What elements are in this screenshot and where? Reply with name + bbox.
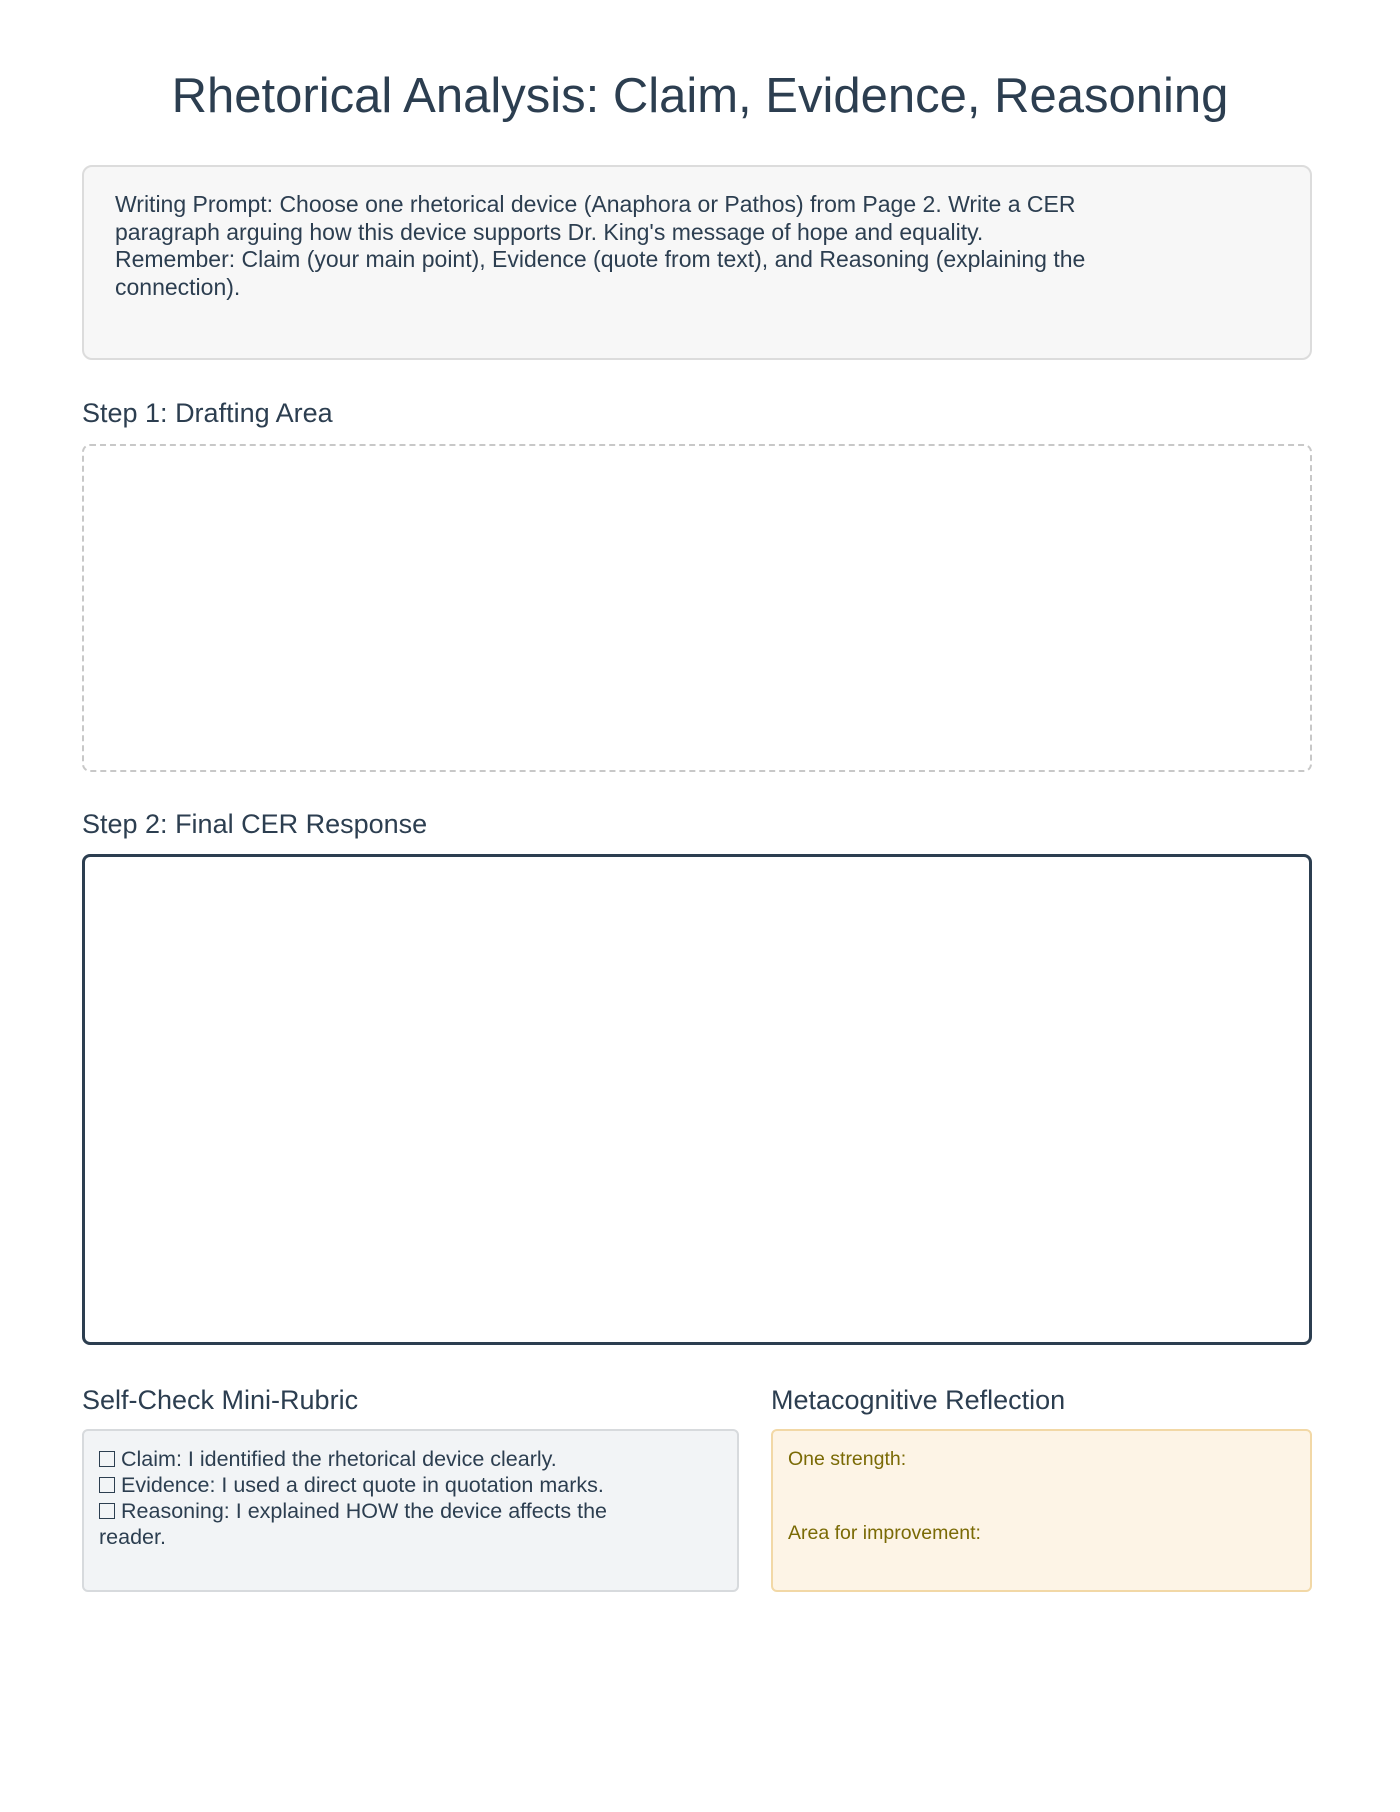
writing-prompt-line: Writing Prompt: Choose one rhetorical device (Anaphora or Pathos) from Page 2. Write a CER paragraph arguing how this device supports Dr. King's message of hope and equality. (115, 191, 1076, 245)
rubric-heading: Self-Check Mini-Rubric (82, 1385, 359, 1415)
rubric-box (82, 1429, 739, 1592)
rubric-item-reasoning-label: Reasoning: I explained HOW the device affects the reader. (99, 1499, 608, 1549)
final-response-input[interactable] (85, 857, 1309, 1342)
reflection-box[interactable] (771, 1429, 1312, 1592)
strength-label: One strength: (788, 1448, 907, 1470)
step1-heading: Step 1: Drafting Area (82, 398, 333, 428)
step2-heading: Step 2: Final CER Response (82, 809, 428, 839)
rubric-item-evidence-label: Evidence: I used a direct quote in quotation marks. (121, 1473, 604, 1497)
claim-checkbox[interactable] (99, 1451, 115, 1467)
improvement-label: Area for improvement: (788, 1522, 981, 1544)
reflection-heading: Metacognitive Reflection (771, 1385, 1066, 1415)
rubric-item-claim (99, 1446, 619, 1472)
drafting-area[interactable] (82, 444, 1312, 772)
reasoning-checkbox[interactable] (99, 1503, 115, 1519)
rubric-item-evidence (99, 1472, 619, 1498)
page-title: Rhetorical Analysis: Claim, Evidence, Reasoning (171, 69, 1229, 123)
writing-prompt-box (82, 165, 1312, 360)
writing-prompt-reminder: Remember: Claim (your main point), Evidence (quote from text), and Reasoning (explaining the connection). (115, 246, 1086, 300)
rubric-item-reasoning (99, 1498, 619, 1550)
evidence-checkbox[interactable] (99, 1477, 115, 1493)
rubric-item-claim-label: Claim: I identified the rhetorical device clearly. (121, 1447, 557, 1471)
final-response-area[interactable] (82, 854, 1312, 1345)
drafting-input[interactable] (84, 446, 1310, 770)
writing-prompt-text (115, 191, 1115, 301)
